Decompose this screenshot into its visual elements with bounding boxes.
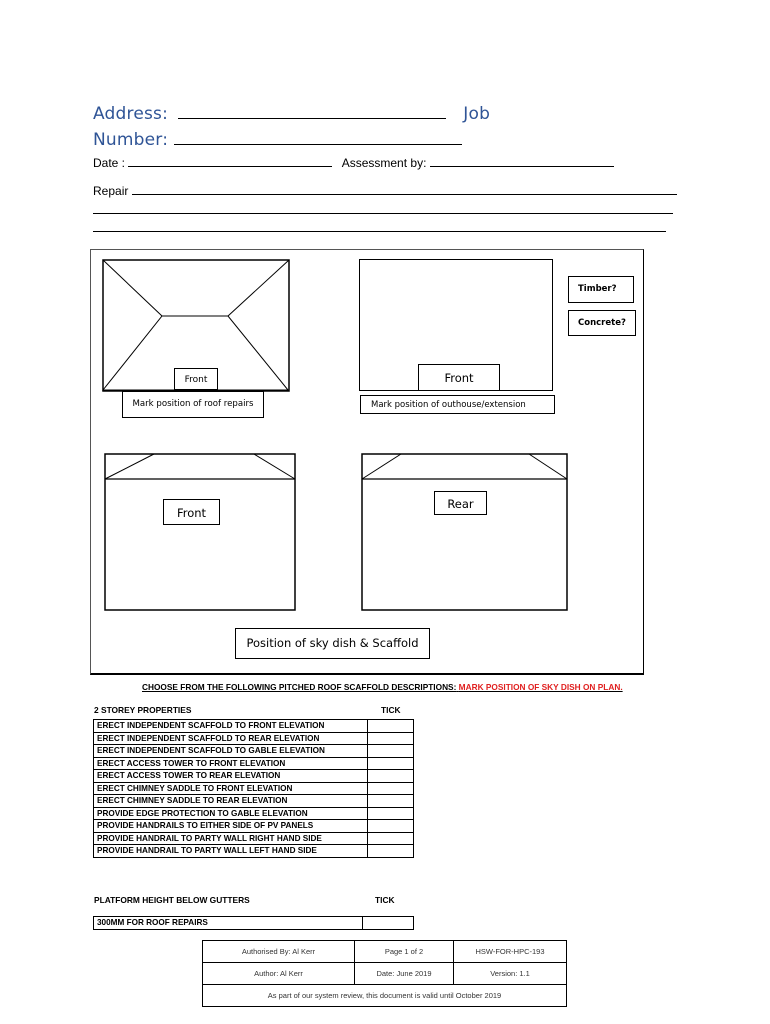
scaffold-description: 300MM FOR ROOF REPAIRS bbox=[94, 917, 363, 930]
mark-sky-dish-instruction: MARK POSITION OF SKY DISH ON PLAN. bbox=[458, 682, 623, 692]
platform-table bbox=[93, 916, 414, 930]
scaffold-description: PROVIDE HANDRAIL TO PARTY WALL LEFT HAND SIDE bbox=[94, 845, 368, 858]
scaffold-description: PROVIDE EDGE PROTECTION TO GABLE ELEVATION bbox=[94, 807, 368, 820]
scaffold-description: ERECT INDEPENDENT SCAFFOLD TO REAR ELEVATION bbox=[94, 732, 368, 745]
repair-field[interactable] bbox=[132, 194, 677, 195]
job-number-line bbox=[93, 130, 462, 150]
tick-box[interactable] bbox=[368, 782, 414, 795]
footer-row bbox=[203, 985, 567, 1007]
elevation-rear-label: Rear bbox=[434, 491, 487, 515]
table-row bbox=[94, 807, 414, 820]
table-row bbox=[94, 770, 414, 783]
outhouse-front-label: Front bbox=[418, 364, 500, 391]
table-row bbox=[94, 782, 414, 795]
repair-label: Repair bbox=[93, 184, 129, 198]
tick-box[interactable] bbox=[363, 917, 414, 930]
date-label: Date : bbox=[93, 156, 126, 170]
tick-box[interactable] bbox=[368, 720, 414, 733]
tick-box[interactable] bbox=[368, 732, 414, 745]
rear-elevation-outline bbox=[362, 454, 567, 610]
footer-row bbox=[203, 963, 567, 985]
assessment-field[interactable] bbox=[430, 166, 614, 167]
scaffold-description: ERECT ACCESS TOWER TO REAR ELEVATION bbox=[94, 770, 368, 783]
skydish-scaffold-label: Position of sky dish & Scaffold bbox=[235, 628, 430, 659]
tick-box[interactable] bbox=[368, 795, 414, 808]
platform-heading: PLATFORM HEIGHT BELOW GUTTERS bbox=[94, 895, 250, 905]
scaffold-description: PROVIDE HANDRAIL TO PARTY WALL RIGHT HAND SIDE bbox=[94, 832, 368, 845]
repair-field-line-3[interactable] bbox=[93, 231, 666, 232]
scaffold-description: PROVIDE HANDRAILS TO EITHER SIDE OF PV PANELS bbox=[94, 820, 368, 833]
tick-box[interactable] bbox=[368, 745, 414, 758]
address-label: Address: bbox=[93, 104, 169, 124]
footer-author: Author: Al Kerr bbox=[203, 963, 355, 985]
choose-instruction: CHOOSE FROM THE FOLLOWING PITCHED ROOF SCAFFOLD DESCRIPTIONS: bbox=[142, 682, 457, 692]
tick-box[interactable] bbox=[368, 770, 414, 783]
footer-date: Date: June 2019 bbox=[355, 963, 454, 985]
date-field[interactable] bbox=[128, 166, 332, 167]
elevation-front-label: Front bbox=[163, 499, 220, 525]
tick-box[interactable] bbox=[368, 845, 414, 858]
tick-box[interactable] bbox=[368, 807, 414, 820]
repair-field-line-2[interactable] bbox=[93, 213, 673, 214]
front-elevation-drawing[interactable] bbox=[104, 453, 296, 611]
table-row bbox=[94, 820, 414, 833]
footer-page: Page 1 of 2 bbox=[355, 941, 454, 963]
table-row bbox=[94, 845, 414, 858]
date-line bbox=[93, 156, 614, 170]
table-row bbox=[94, 732, 414, 745]
address-field[interactable] bbox=[178, 118, 446, 119]
address-line bbox=[93, 104, 490, 124]
concrete-option[interactable]: Concrete? bbox=[568, 310, 636, 336]
table-row bbox=[94, 745, 414, 758]
table-row bbox=[94, 757, 414, 770]
assessment-label: Assessment by: bbox=[341, 156, 427, 170]
instructions-line bbox=[142, 682, 623, 692]
number-label: Number: bbox=[93, 130, 169, 150]
table-row bbox=[94, 720, 414, 733]
tick-box[interactable] bbox=[368, 820, 414, 833]
table-row bbox=[94, 917, 414, 930]
table-row bbox=[94, 832, 414, 845]
scaffold-description: ERECT CHIMNEY SADDLE TO FRONT ELEVATION bbox=[94, 782, 368, 795]
footer-validity: As part of our system review, this document is valid until October 2019 bbox=[203, 985, 567, 1007]
scaffold-description: ERECT ACCESS TOWER TO FRONT ELEVATION bbox=[94, 757, 368, 770]
front-elevation-outline bbox=[105, 454, 295, 610]
footer-authorised: Authorised By: Al Kerr bbox=[203, 941, 355, 963]
rear-elevation-drawing[interactable] bbox=[361, 453, 568, 611]
repair-line bbox=[93, 184, 677, 198]
scaffold-description: ERECT CHIMNEY SADDLE TO REAR ELEVATION bbox=[94, 795, 368, 808]
footer-row bbox=[203, 941, 567, 963]
platform-tick-heading: TICK bbox=[375, 895, 395, 905]
job-number-field[interactable] bbox=[174, 144, 462, 145]
document-footer bbox=[202, 940, 567, 1007]
footer-version: Version: 1.1 bbox=[454, 963, 567, 985]
outhouse-caption: Mark position of outhouse/extension bbox=[360, 395, 555, 414]
timber-option[interactable]: Timber? bbox=[568, 276, 634, 303]
scaffold-description: ERECT INDEPENDENT SCAFFOLD TO FRONT ELEVATION bbox=[94, 720, 368, 733]
two-storey-tick-heading: TICK bbox=[381, 705, 401, 715]
tick-box[interactable] bbox=[368, 832, 414, 845]
roof-front-label: Front bbox=[174, 368, 218, 390]
scaffold-description: ERECT INDEPENDENT SCAFFOLD TO GABLE ELEVATION bbox=[94, 745, 368, 758]
job-label: Job bbox=[463, 104, 491, 124]
two-storey-heading: 2 STOREY PROPERTIES bbox=[94, 705, 192, 715]
table-row bbox=[94, 795, 414, 808]
two-storey-table bbox=[93, 719, 414, 858]
footer-doc-code: HSW-FOR-HPC-193 bbox=[454, 941, 567, 963]
roof-caption: Mark position of roof repairs bbox=[122, 391, 264, 418]
tick-box[interactable] bbox=[368, 757, 414, 770]
